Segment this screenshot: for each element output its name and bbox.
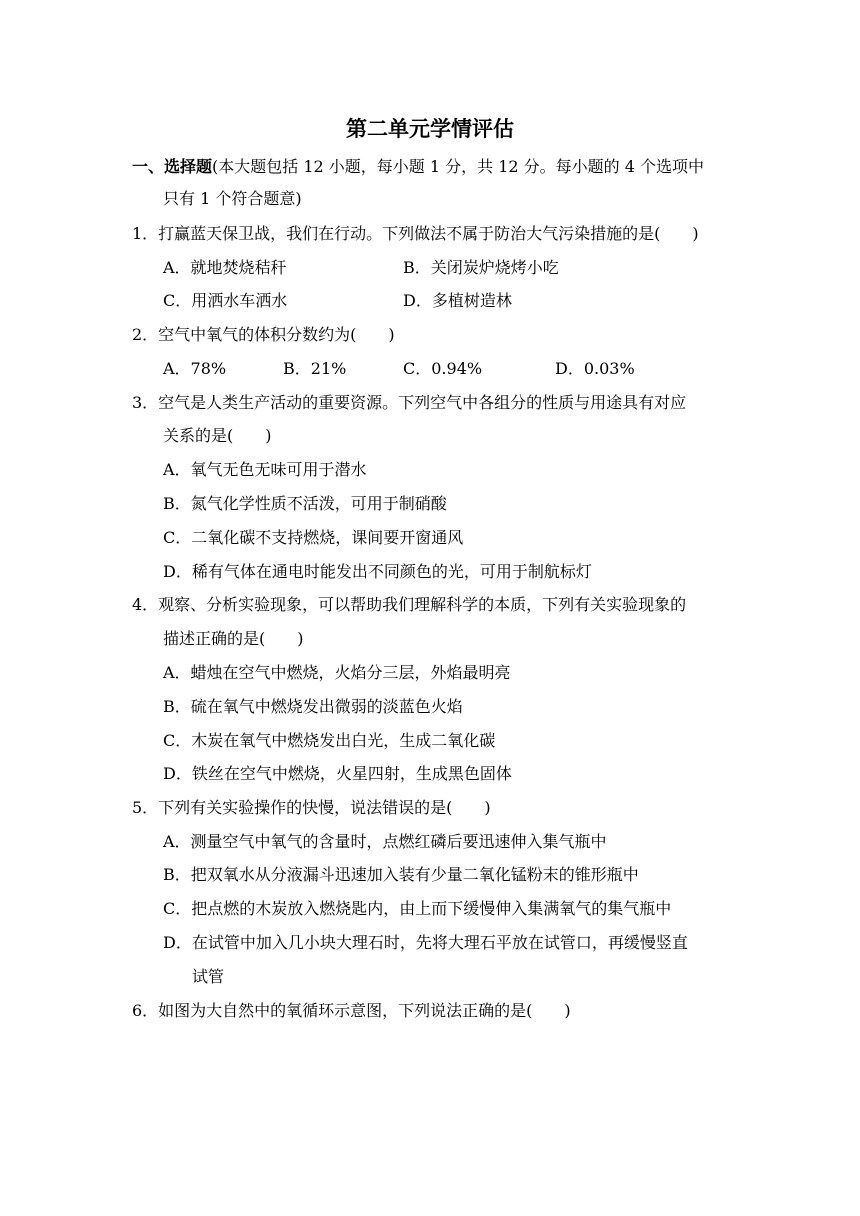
question-3-stem-continued: 关系的是( ) (163, 426, 272, 445)
question-1-option-c: C．用洒水车洒水 (163, 291, 288, 310)
question-5-option-b: B．把双氧水从分液漏斗迅速加入装有少量二氧化锰粉末的锥形瓶中 (163, 865, 639, 884)
question-5-option-a: A．测量空气中氧气的含量时，点燃红磷后要迅速伸入集气瓶中 (163, 832, 607, 851)
question-3-option-a: A．氧气无色无味可用于潜水 (163, 460, 367, 479)
question-2-option-a: A．78% (163, 359, 227, 378)
page-title: 第二单元学情评估 (346, 117, 514, 141)
question-5-stem: 5．下列有关实验操作的快慢，说法错误的是( ) (132, 798, 491, 817)
question-4-option-d: D．铁丝在空气中燃烧，火星四射，生成黑色固体 (163, 764, 512, 783)
question-3-option-b: B．氮气化学性质不活泼，可用于制硝酸 (163, 494, 447, 513)
question-2-stem: 2．空气中氧气的体积分数约为( ) (132, 325, 395, 344)
section-header (132, 156, 704, 178)
section-description: (本大题包括 12 小题，每小题 1 分，共 12 分。每小题的 4 个选项中 (212, 157, 705, 176)
question-3-option-d: D．稀有气体在通电时能发出不同颜色的光，可用于制航标灯 (163, 562, 592, 581)
question-1-stem: 1．打赢蓝天保卫战，我们在行动。下列做法不属于防治大气污染措施的是( ) (132, 224, 699, 243)
question-1-option-d: D．多植树造林 (403, 291, 512, 310)
question-1-option-b: B．关闭炭炉烧烤小吃 (403, 258, 559, 277)
question-4-option-a: A．蜡烛在空气中燃烧，火焰分三层，外焰最明亮 (163, 663, 511, 682)
question-2-option-d: D．0.03% (555, 359, 635, 378)
question-3-option-c: C．二氧化碳不支持燃烧，课间要开窗通风 (163, 528, 464, 547)
question-4-stem: 4．观察、分析实验现象，可以帮助我们理解科学的本质，下列有关实验现象的 (132, 595, 687, 614)
question-6-stem: 6．如图为大自然中的氧循环示意图，下列说法正确的是( ) (132, 1001, 571, 1020)
question-1-option-a: A．就地焚烧秸秆 (163, 258, 287, 277)
question-3-stem: 3．空气是人类生产活动的重要资源。下列空气中各组分的性质与用途具有对应 (132, 393, 687, 412)
question-4-stem-continued: 描述正确的是( ) (163, 629, 304, 648)
question-2-option-b: B．21% (283, 359, 347, 378)
question-5-option-c: C．把点燃的木炭放入燃烧匙内，由上而下缓慢伸入集满氧气的集气瓶中 (163, 899, 672, 918)
question-4-option-b: B．硫在氧气中燃烧发出微弱的淡蓝色火焰 (163, 697, 463, 716)
section-heading: 一、选择题 (132, 157, 213, 176)
question-2-option-c: C．0.94% (403, 359, 483, 378)
question-5-option-d: D．在试管中加入几小块大理石时，先将大理石平放在试管口，再缓慢竖直 (163, 933, 688, 952)
question-5-option-d-continued: 试管 (192, 967, 225, 986)
section-description-continued: 只有 1 个符合题意) (163, 189, 302, 208)
question-4-option-c: C．木炭在氧气中燃烧发出白光，生成二氧化碳 (163, 731, 496, 750)
